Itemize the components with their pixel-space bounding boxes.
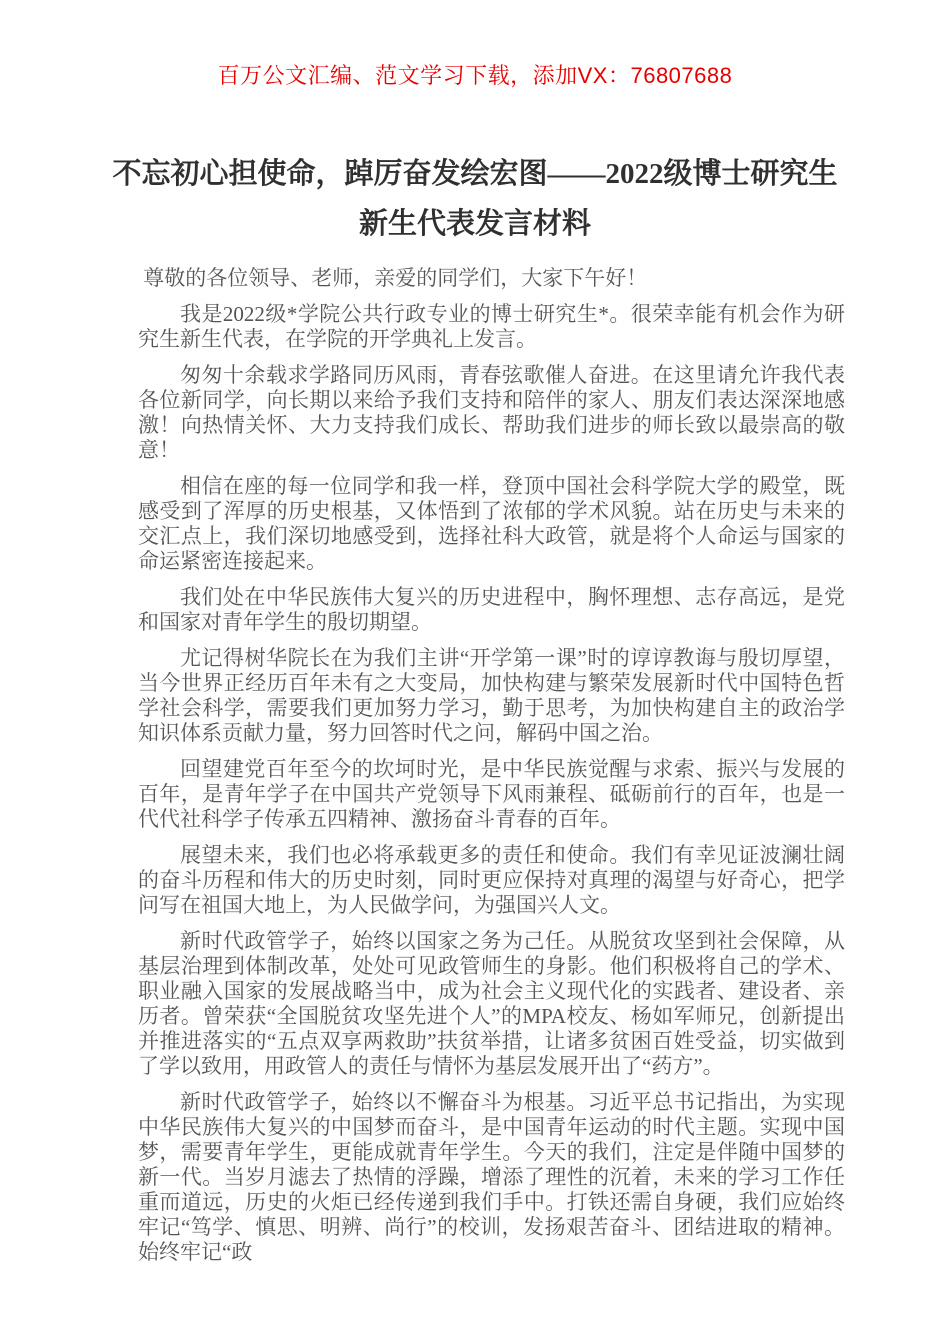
paragraph-striving-spirit: 新时代政管学子，始终以不懈奋斗为根基。习近平总书记指出，为实现中华民族伟大复兴的中国梦而奋斗，是中国青年运动的时代主题。实现中国梦，需要青年学生，更能成就青年学生。今天的我们，注定是伴随中国梦的新一代。当岁月滤去了热情的浮躁，增添了理性的沉着，未来的学习工作任重而道远，历史的火炬已经传递到我们手中。打铁还需自身硬，我们应始终牢记“笃学、慎思、明辨、尚行”的校训，发扬艰苦奋斗、团结进取的精神。始终牢记“政 [138, 1090, 845, 1264]
document-body [0, 249, 950, 1265]
paragraph-first-lesson: 尤记得树华院长在为我们主讲“开学第一课”时的谆谆教诲与殷切厚望，当今世界正经历百年未有之大变局，加快构建与繁荣发展新时代中国特色哲学社会科学，需要我们更加努力学习，勤于思考，为加快构建自主的政治学知识体系贡献力量，努力回答时代之问，解码中国之治。 [138, 646, 845, 745]
promo-header [0, 0, 950, 89]
paragraph-party-centenary: 回望建党百年至今的坎坷时光，是中华民族觉醒与求索、振兴与发展的百年，是青年学子在中国共产党领导下风雨兼程、砥砺前行的百年，也是一代代社科学子传承五四精神、激扬奋斗青春的百年。 [138, 757, 845, 831]
paragraph-gratitude: 匆匆十余载求学路同历风雨，青春弦歌催人奋进。在这里请允许我代表各位新同学，向长期以来给予我们支持和陪伴的家人、朋友们表达深深地感激！向热情关怀、大力支持我们成长、帮助我们进步的师长致以最崇高的敬意！ [138, 363, 845, 462]
paragraph-national-service: 新时代政管学子，始终以国家之务为己任。从脱贫攻坚到社会保障，从基层治理到体制改革，处处可见政管师生的身影。他们积极将自己的学术、职业融入国家的发展战略当中，成为社会主义现代化的实践者、建设者、亲历者。曾荣获“全国脱贫攻坚先进个人”的MPA校友、杨如军师兄，创新提出并推进落实的“五点双享两救助”扶贫举措，让诸多贫困百姓受益，切实做到了学以致用，用政管人的责任与情怀为基层发展开出了“药方”。 [138, 929, 845, 1078]
paragraph-self-introduction: 我是2022级*学院公共行政专业的博士研究生*。很荣幸能有机会作为研究生新生代表，在学院的开学典礼上发言。 [138, 302, 845, 351]
document-title: 不忘初心担使命，踔厉奋发绘宏图——2022级博士研究生新生代表发言材料 [112, 158, 838, 240]
paragraph-university-impression: 相信在座的每一位同学和我一样，登顶中国社会科学院大学的殿堂，既感受到了浑厚的历史根基，又体悟到了浓郁的学术风貌。站在历史与未来的交汇点上，我们深切地感受到，选择社科大政管，就是将个人命运与国家的命运紧密连接起来。 [138, 474, 845, 573]
paragraph-greeting: 尊敬的各位领导、老师，亲爱的同学们，大家下午好！ [143, 266, 648, 290]
promo-header-text: 百万公文汇编、范文学习下载，添加VX：76807688 [217, 63, 733, 88]
paragraph-historic-mission: 我们处在中华民族伟大复兴的历史进程中，胸怀理想、志存高远，是党和国家对青年学生的殷切期望。 [138, 585, 845, 634]
paragraph-future-outlook: 展望未来，我们也必将承载更多的责任和使命。我们有幸见证波澜壮阔的奋斗历程和伟大的历史时刻，同时更应保持对真理的渴望与好奇心，把学问写在祖国大地上，为人民做学问，为强国兴人文。 [138, 843, 845, 917]
